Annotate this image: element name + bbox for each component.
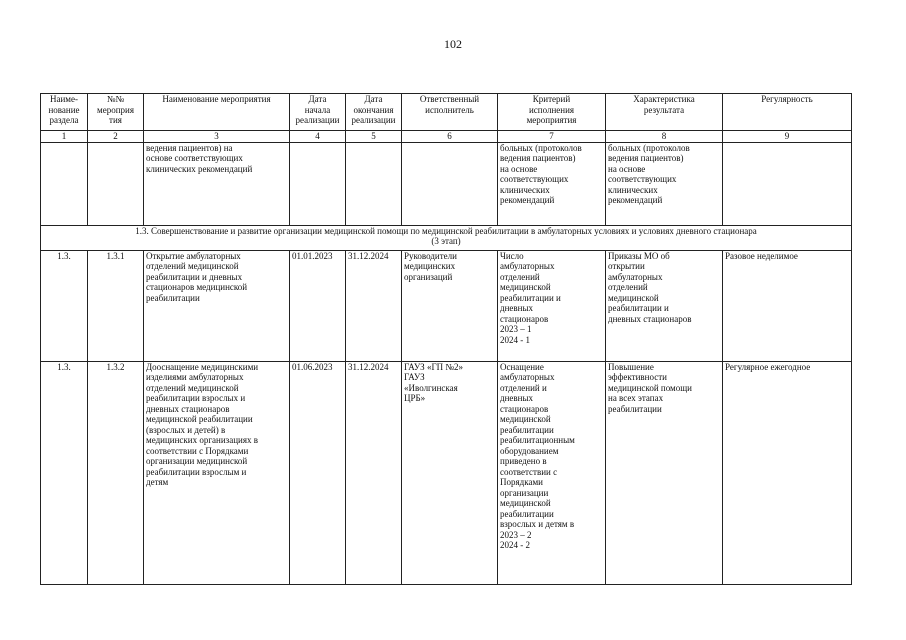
section-title: 1.3. Совершенствование и развитие организации медицинской помощи по медицинской реабилитации в амбулаторных условиях и условиях дневного стационара (3 этап) [41,225,852,250]
header-result: Характеристика результата [606,94,723,131]
continuation-criterion: больных (протоколов ведения пациентов) на основе соответствующих клинических рекомендаций [498,142,606,225]
column-number: 1 [41,131,88,143]
row-number: 1.3.1 [88,250,144,361]
header-section: Наиме- нование раздела [41,94,88,131]
section-title-row [41,225,852,250]
row-section: 1.3. [41,361,88,584]
row-end-date: 31.12.2024 [346,250,402,361]
row-start-date: 01.06.2023 [290,361,346,584]
row-end-date: 31.12.2024 [346,361,402,584]
continuation-name: ведения пациентов) на основе соответствующих клинических рекомендаций [144,142,290,225]
row-result: Приказы МО об открытии амбулаторных отделений медицинской реабилитации и дневных стационаров [606,250,723,361]
header-start-date: Дата начала реализации [290,94,346,131]
row-criterion: Оснащение амбулаторных отделений и дневных стационаров медицинской реабилитации реабилитационным оборудованием приведено в соответствии с Порядками организации медицинской реабилитации взрослых и детям в 2023 – 2 2024 - 2 [498,361,606,584]
row-criterion: Число амбулаторных отделений медицинской реабилитации и дневных стационаров 2023 – 1 2024 - 1 [498,250,606,361]
action-plan-table [40,93,852,585]
column-number: 8 [606,131,723,143]
header-number: №№ мероприя тия [88,94,144,131]
header-regularity: Регулярность [723,94,852,131]
row-executor: Руководители медицинских организаций [402,250,498,361]
row-name: Открытие амбулаторных отделений медицинской реабилитации и дневных стационаров медицинской реабилитации [144,250,290,361]
table-row [41,250,852,361]
header-name: Наименование мероприятия [144,94,290,131]
continuation-result: больных (протоколов ведения пациентов) на основе соответствующих клинических рекомендаций [606,142,723,225]
row-start-date: 01.01.2023 [290,250,346,361]
row-section: 1.3. [41,250,88,361]
column-number: 9 [723,131,852,143]
header-end-date: Дата окончания реализации [346,94,402,131]
column-number-row [41,131,852,143]
header-executor: Ответственный исполнитель [402,94,498,131]
column-number: 4 [290,131,346,143]
page-number: 102 [444,37,462,51]
row-result: Повышение эффективности медицинской помощи на всех этапах реабилитации [606,361,723,584]
header-row [41,94,852,131]
row-number: 1.3.2 [88,361,144,584]
row-regularity: Разовое неделимое [723,250,852,361]
row-regularity: Регулярное ежегодное [723,361,852,584]
column-number: 3 [144,131,290,143]
row-name: Дооснащение медицинскими изделиями амбулаторных отделений медицинской реабилитации взрослых и дневных стационаров медицинской реабилитации (взрослых и детей) в медицинских организациях в соответствии с Порядками организации медицинской реабилитации взрослым и детям [144,361,290,584]
row-executor: ГАУЗ «ГП №2» ГАУЗ «Иволгинская ЦРБ» [402,361,498,584]
column-number: 2 [88,131,144,143]
table-row [41,361,852,584]
header-criterion: Критерий исполнения мероприятия [498,94,606,131]
column-number: 5 [346,131,402,143]
column-number: 6 [402,131,498,143]
continuation-row [41,142,852,225]
column-number: 7 [498,131,606,143]
